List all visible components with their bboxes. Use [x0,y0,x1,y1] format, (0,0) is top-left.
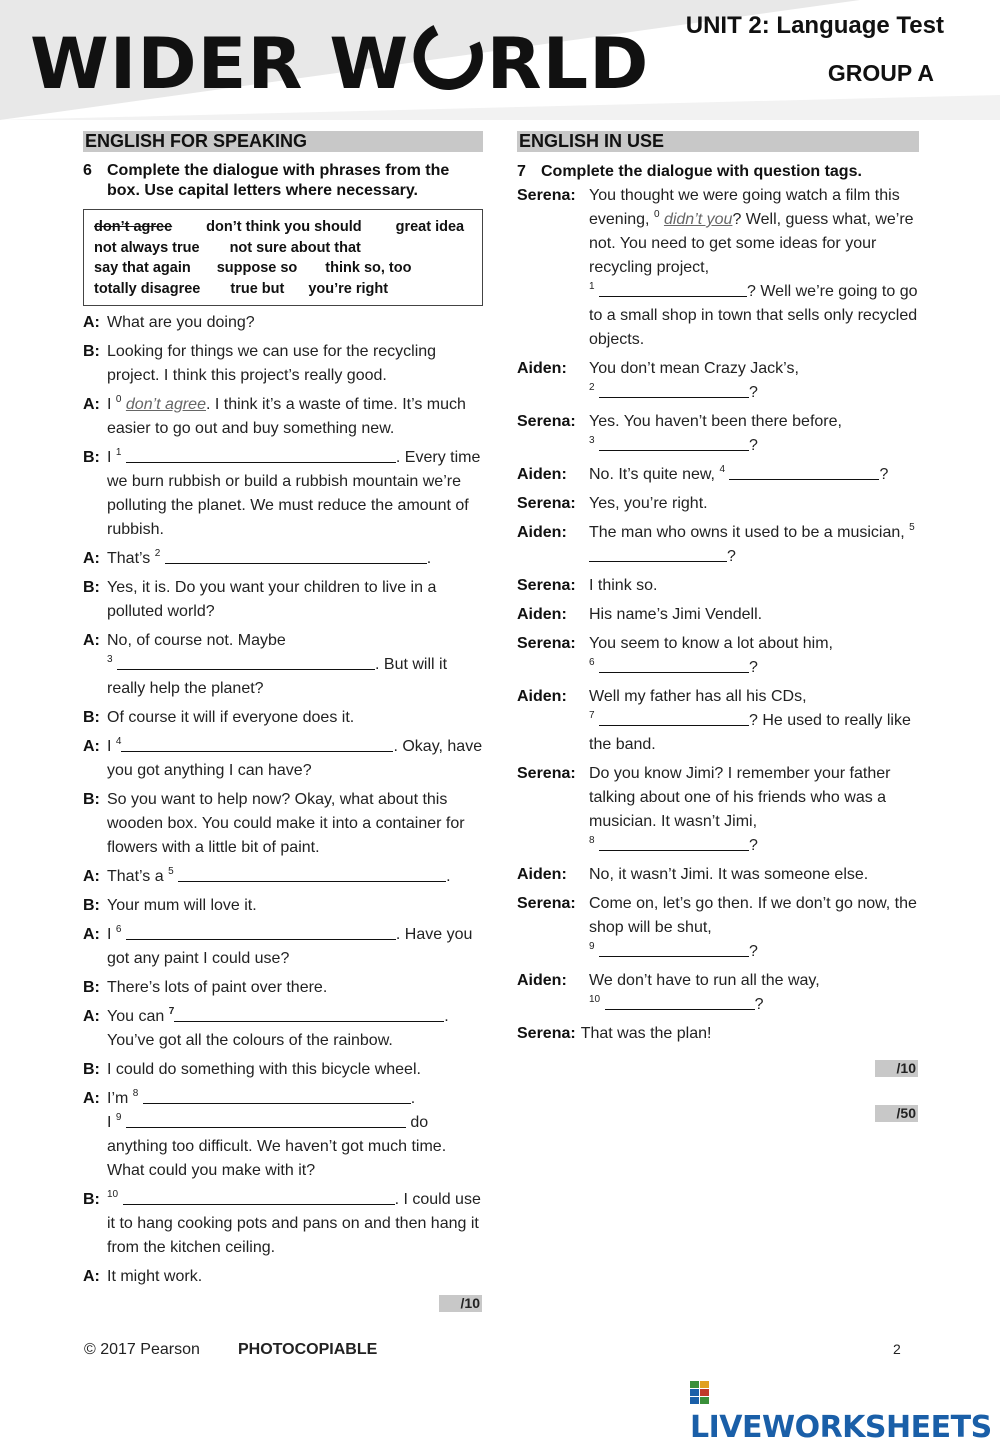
page-number: 2 [893,1341,901,1357]
phrase: not always true [94,239,200,256]
dialogue-line: Aiden: You don’t mean Crazy Jack’s, $^2$ ? [517,360,799,401]
answer-blank-4[interactable] [729,463,879,480]
phrase: don’t think you should [206,219,362,235]
answer-blank-5[interactable] [589,545,727,562]
example-answer: didn’t you [663,211,733,228]
dialogue-line: A: What are you doing? [83,314,255,331]
dialogue-line: B: Your mum will love it. [83,897,257,914]
dialogue-line: A: That’s $^2$ . [83,548,432,567]
exercise-instruction: 6 Complete the dialogue with phrases from the box. Use capital letters where necessary. [83,162,450,199]
phrase: true but [230,280,285,297]
answer-blank-10[interactable] [123,1188,395,1205]
dialogue-line: Serena: Come on, let’s go then. If we don’t go now, the shop will be shut, $^9$ ? [517,895,917,960]
answer-blank-3[interactable] [117,653,375,670]
score-box-speaking: /10 [439,1295,482,1312]
dialogue-line: B: Looking for things we can use for the recycling project. I think this project’s really good. [83,343,437,384]
dialogue [517,184,919,1046]
copyright: © 2017 Pearson [84,1341,200,1358]
answer-blank-7[interactable] [599,709,749,726]
liveworksheets-logo-icon [690,1381,710,1405]
section-heading: ENGLISH FOR SPEAKING [83,131,483,152]
phrase: suppose so [216,260,298,276]
dialogue-line: B: Yes, it is. Do you want your children to live in a polluted world? [83,579,437,620]
dialogue-line: Serena: Do you know Jimi? I remember your father talking about one of his friends who was a musician. It wasn’t Jimi, $^8$ ? [517,765,891,854]
answer-blank-1[interactable] [599,280,747,297]
score-box-in-use: /10 [875,1060,918,1077]
dialogue-line: Aiden: We don’t have to run all the way, $^{10}$ ? [517,972,820,1013]
dialogue-line: A: I $^4$ . Okay, have you got anything I can have? [83,736,483,779]
dialogue-line: A: It might work. [83,1268,203,1285]
group-label: GROUP A [827,60,934,86]
dialogue-line: Serena: That was the plan! [517,1025,712,1042]
dialogue-line: B: There’s lots of paint over there. [83,979,328,996]
dialogue-line: B: $^{10}$ . I could use it to hang cooking pots and pans on and then hang it from the kitchen ceiling. [83,1189,481,1256]
liveworksheets-watermark: LIVEWORKSHEETS [690,1375,1000,1445]
score-box-total: /50 [875,1105,918,1122]
answer-blank-6[interactable] [599,656,749,673]
dialogue-line: Aiden: Well my father has all his CDs, $^7$ ? He used to really like the band. [517,688,911,753]
dialogue-line: Aiden: No, it wasn’t Jimi. It was someone else. [517,866,869,883]
dialogue-line: A: I $^0$ don’t agree. I think it’s a waste of time. It’s much easier to go out and buy something new. [83,394,466,437]
phrase: think so, too [325,260,412,276]
dialogue-line: Serena: You seem to know a lot about him, $^6$ ? [517,635,833,676]
dialogue-line: A: I’m $^8$ . I $^9$ do anything too difficult. We haven’t got much time. What could you make with it? [83,1088,447,1179]
dialogue-line: B: I $^1$ . Every time we burn rubbish or build a rubbish mountain we’re polluting the planet. We must reduce the amount of rubbish. [83,447,481,538]
answer-blank-2[interactable] [599,381,749,398]
dialogue-line: Serena: You thought we were going watch a film this evening, $^0$ didn’t you? Well, guess what, we’re not. You need to get some ideas for your recycling project, $^1$ ? Well we’re going to go to a small shop in town that sells only recycled objects. [517,187,918,348]
answer-blank-10[interactable] [605,993,755,1010]
phrase: say that again [94,260,191,276]
dialogue-line: A: No, of course not. Maybe $^3$ . But will it really help the planet? [83,632,448,697]
phrase-row [94,238,472,259]
phrase: you’re right [308,280,389,297]
answer-blank-2[interactable] [165,547,427,564]
dialogue-line: Aiden: No. It’s quite new, $^4$ ? [517,464,889,483]
unit-title: UNIT 2: Language Test [685,12,944,39]
answer-blank-3[interactable] [599,434,749,451]
phrase-row [94,217,472,238]
answer-blank-8[interactable] [599,834,749,851]
phrase-row [94,279,472,300]
dialogue-line: A: You can $^7$ . You’ve got all the colours of the rainbow. [83,1006,449,1049]
dialogue-line: Serena: I think so. [517,577,658,594]
exercise-instruction: 7 Complete the dialogue with question tags. [517,163,862,180]
dialogue-line: B: I could do something with this bicycle wheel. [83,1061,421,1078]
english-for-speaking-section [83,131,483,1289]
dialogue [83,311,483,1289]
phrase: not sure about that [229,239,361,256]
answer-blank-4[interactable] [121,735,393,752]
dialogue-line: B: So you want to help now? Okay, what about this wooden box. You could make it into a container for flowers with a little bit of paint. [83,791,465,856]
answer-blank-6[interactable] [126,923,396,940]
phrase: don’t agree [94,219,173,235]
photocopiable-label: PHOTOCOPIABLE [238,1341,378,1358]
dialogue-line: Aiden: His name’s Jimi Vendell. [517,606,763,623]
logo-o-icon [403,12,492,99]
answer-blank-9[interactable] [599,940,749,957]
dialogue-line: B: Of course it will if everyone does it. [83,709,355,726]
answer-blank-9[interactable] [126,1111,406,1128]
example-answer: don’t agree [125,396,206,413]
dialogue-line: Aiden: The man who owns it used to be a musician, $^5$ ? [517,522,915,565]
answer-blank-7[interactable] [174,1005,444,1022]
english-in-use-section [517,131,919,1046]
answer-blank-1[interactable] [126,446,396,463]
phrase: totally disagree [94,280,201,297]
phrase-row [94,258,472,279]
answer-blank-8[interactable] [143,1087,411,1104]
phrase-box [83,209,483,306]
wider-world-logo: WIDER W RLD [30,22,649,104]
dialogue-line: A: That’s a $^5$ . [83,866,451,885]
phrase: great idea [395,219,465,235]
answer-blank-5[interactable] [178,865,446,882]
dialogue-line: Serena: Yes. You haven’t been there before, $^3$ ? [517,413,842,454]
dialogue-line: Serena: Yes, you’re right. [517,495,708,512]
section-heading: ENGLISH IN USE [517,131,919,152]
dialogue-line: A: I $^6$ . Have you got any paint I could use? [83,924,473,967]
